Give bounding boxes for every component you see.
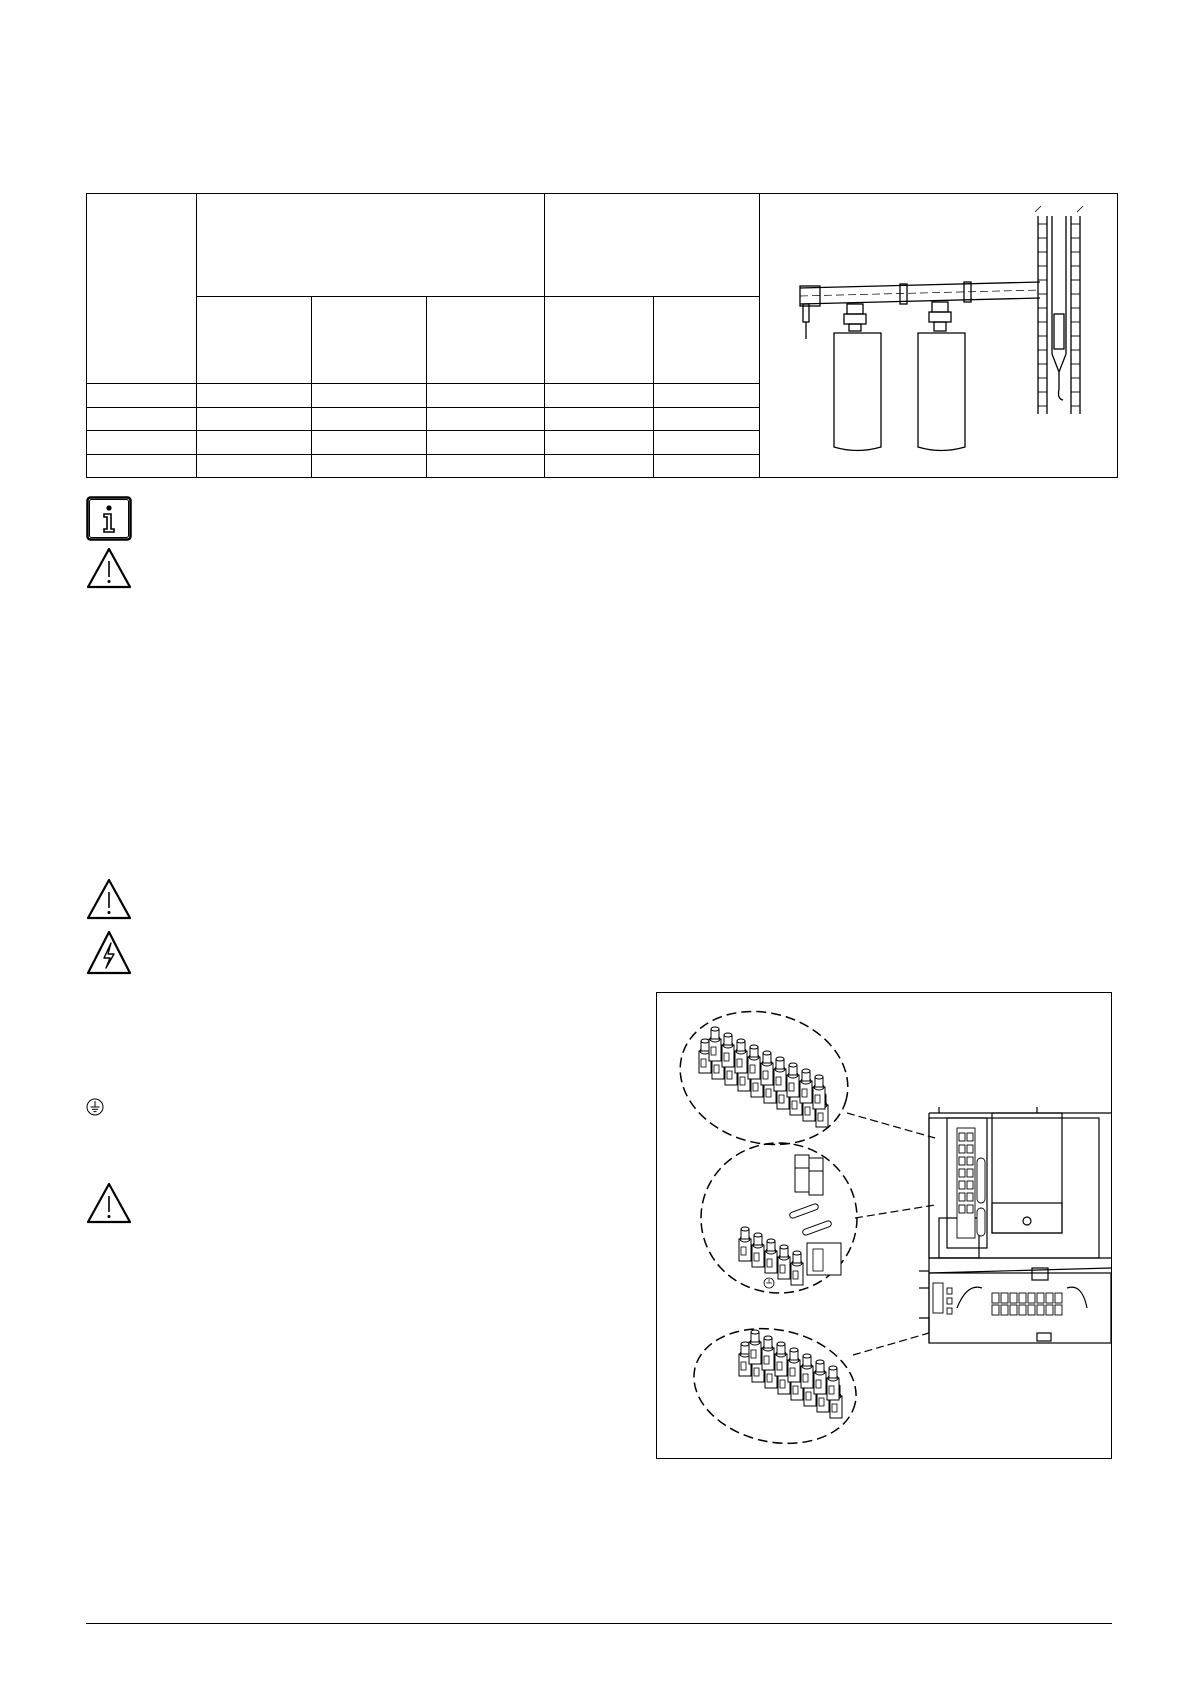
earth-ground-icon — [86, 1098, 104, 1116]
table-cell — [654, 431, 760, 454]
table-cell — [87, 407, 197, 430]
table-subheader-cell — [654, 296, 760, 384]
table-cell — [427, 454, 545, 477]
table-cell — [654, 454, 760, 477]
info-icon — [86, 496, 132, 541]
terminal-block-diagram — [657, 993, 1111, 1458]
table-cell — [312, 407, 427, 430]
cascade-flue-diagram — [760, 194, 1117, 472]
table-cell — [87, 431, 197, 454]
footer-rule — [86, 1623, 1112, 1624]
table-subheader-cell — [312, 296, 427, 384]
table-cell — [87, 454, 197, 477]
table-cell — [197, 454, 312, 477]
table-header-cell — [545, 194, 760, 297]
terminal-block-figure — [656, 992, 1112, 1459]
table-subheader-cell — [427, 296, 545, 384]
table-header-cell — [87, 194, 197, 384]
table-cell — [545, 407, 654, 430]
table-cell — [545, 431, 654, 454]
table-cell — [87, 384, 197, 407]
table-cell — [654, 407, 760, 430]
table-subheader-cell — [197, 296, 312, 384]
table-cell — [427, 384, 545, 407]
flue-table — [86, 193, 1118, 478]
cascade-figure-cell — [760, 194, 1118, 478]
warning-triangle-icon — [86, 547, 132, 589]
table-header-cell — [197, 194, 545, 297]
warning-triangle-icon — [86, 878, 132, 920]
table-cell — [312, 431, 427, 454]
table-subheader-cell — [545, 296, 654, 384]
table-cell — [197, 431, 312, 454]
table-cell — [312, 454, 427, 477]
electrical-hazard-icon — [86, 930, 132, 976]
table-cell — [427, 407, 545, 430]
table-cell — [197, 407, 312, 430]
table-cell — [312, 384, 427, 407]
table-cell — [654, 384, 760, 407]
warning-triangle-icon — [86, 1182, 132, 1224]
table-cell — [545, 384, 654, 407]
table-cell — [545, 454, 654, 477]
table-cell — [197, 384, 312, 407]
table-cell — [427, 431, 545, 454]
